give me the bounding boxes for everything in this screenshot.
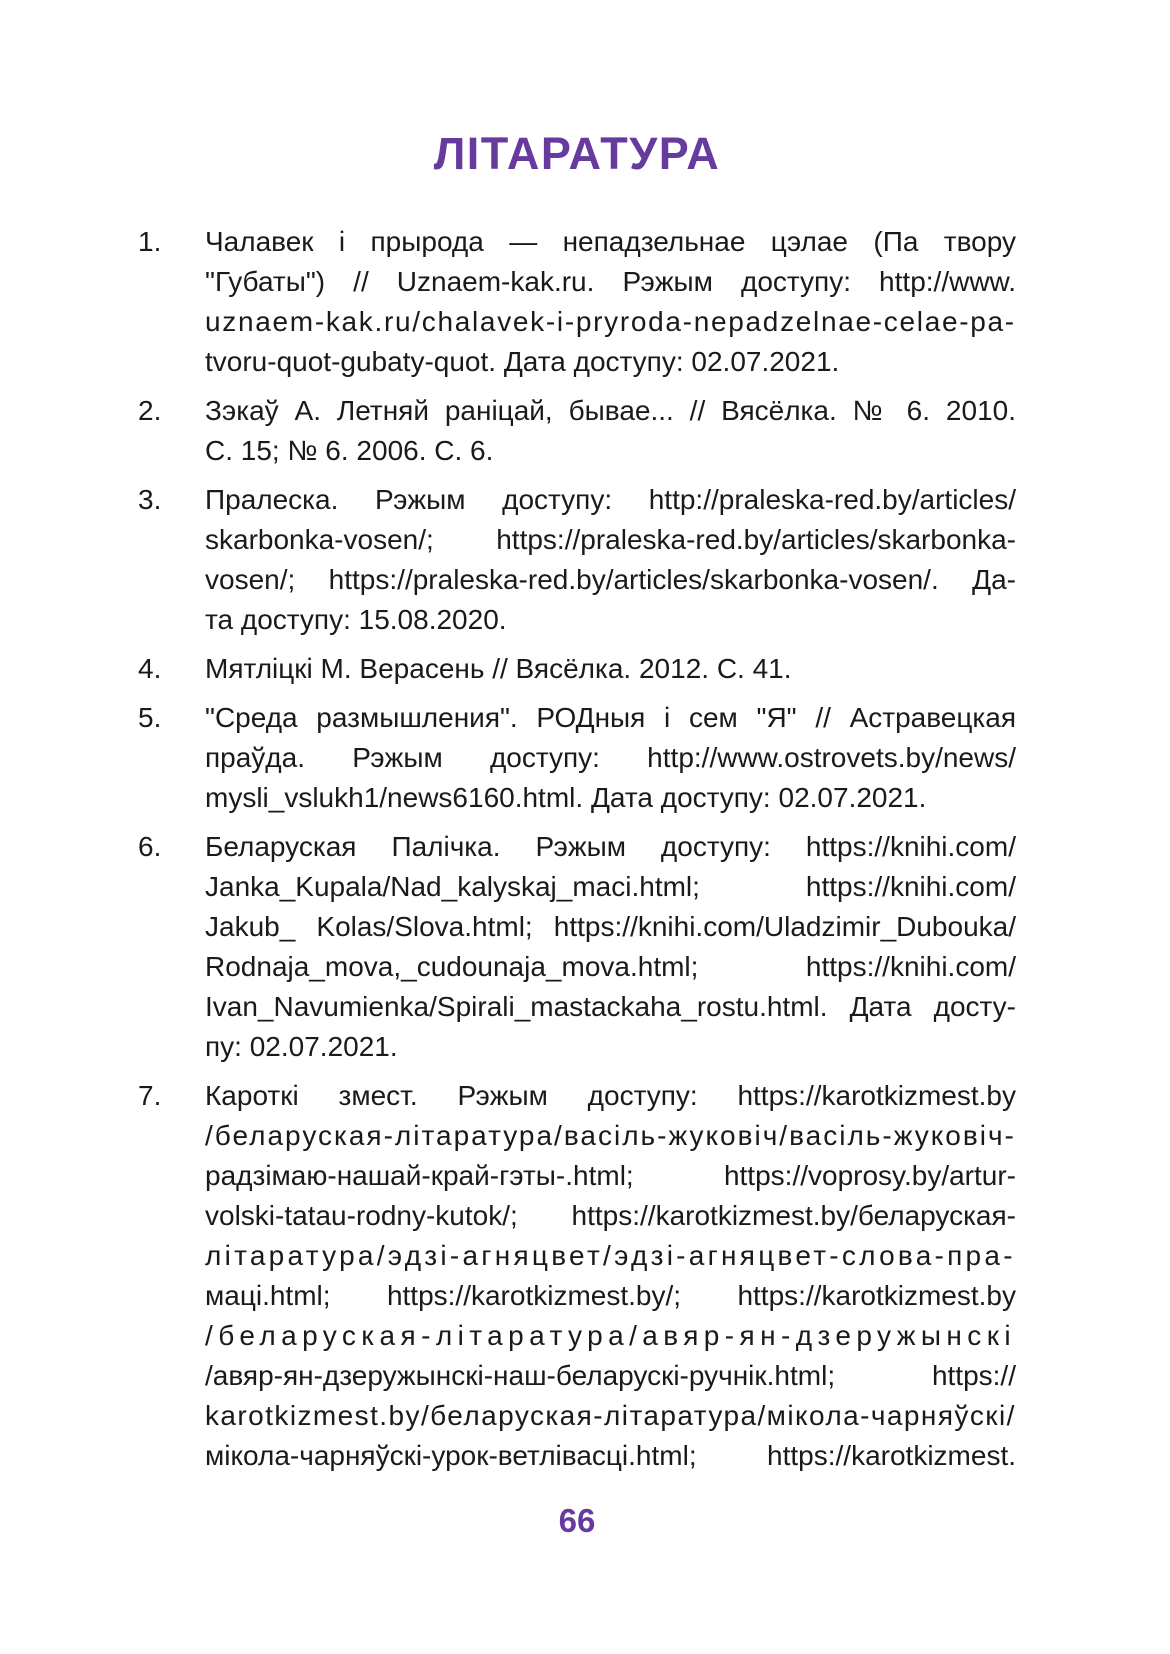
reference-line: радзімаю-нашай-край-гэты-.html; https://voprosy.by/artur-	[205, 1160, 1016, 1191]
page-number: 66	[558, 1502, 596, 1539]
reference-line: Пралеска. Рэжым доступу: http://praleska-red.by/articles/	[205, 484, 1016, 515]
reference-line: /беларуская-літаратура/авяр-ян-дзеружынскі	[205, 1320, 1016, 1351]
reference-line: Ivan_Navumienka/Spirali_mastackaha_rostu.html. Дата досту-	[205, 991, 1016, 1022]
reference-line: Беларуская Палічка. Рэжым доступу: https://knihi.com/	[205, 831, 1016, 862]
reference-item	[138, 698, 1016, 818]
reference-line: Мятліцкі М. Верасень // Вясёлка. 2012. С. 41.	[205, 653, 792, 684]
reference-line: літаратура/эдзі-агняцвет/эдзі-агняцвет-слова-пра-	[205, 1240, 1016, 1271]
reference-text	[205, 391, 1016, 471]
reference-text	[205, 827, 1016, 1067]
reference-line: мікола-чарняўскі-урок-ветлівасці.html; https://karotkizmest.	[205, 1440, 1016, 1471]
reference-line: Janka_Kupala/Nad_kalyskaj_maci.html; https://knihi.com/	[205, 871, 1016, 902]
reference-line: Rodnaja_mova,_cudounaja_mova.html; https://knihi.com/	[205, 951, 1016, 982]
reference-line: Кароткі змест. Рэжым доступу: https://karotkizmest.by	[205, 1080, 1016, 1111]
reference-line: С. 15; № 6. 2006. С. 6.	[205, 435, 494, 466]
reference-line: mysli_vslukh1/news6160.html. Дата доступу: 02.07.2021.	[205, 782, 927, 813]
reference-line: "Среда размышления". РОДныя і сем "Я" // Астравецкая	[205, 702, 1016, 733]
reference-line: маці.html; https://karotkizmest.by/; https://karotkizmest.by	[205, 1280, 1016, 1311]
reference-line: Jakub_ Kolas/Slova.html; https://knihi.com/Uladzimir_Dubouka/	[205, 911, 1016, 942]
reference-item	[138, 222, 1016, 382]
reference-line: /авяр-ян-дзеружынскі-наш-беларускі-ручнік.html; https://	[205, 1360, 1016, 1391]
reference-line: Зэкаў А. Летняй раніцай, бывае... // Вясёлка. № 6. 2010.	[205, 395, 1016, 426]
reference-line: skarbonka-vosen/; https://praleska-red.by/articles/skarbonka-	[205, 524, 1016, 555]
reference-line: karotkizmest.by/беларуская-літаратура/мікола-чарняўскі/	[205, 1400, 1016, 1431]
reference-item	[138, 827, 1016, 1067]
reference-line: uznaem-kak.ru/chalavek-i-pryroda-nepadzelnae-celae-pa-	[205, 306, 1016, 337]
reference-line: vosen/; https://praleska-red.by/articles/skarbonka-vosen/. Да-	[205, 564, 1016, 595]
reference-number: 5.	[138, 702, 162, 733]
reference-item	[138, 480, 1016, 640]
reference-text	[205, 698, 1016, 818]
reference-item	[138, 391, 1016, 471]
reference-item	[138, 649, 1016, 689]
reference-line: tvoru-quot-gubaty-quot. Дата доступу: 02.07.2021.	[205, 346, 840, 377]
reference-item	[138, 1076, 1016, 1476]
reference-number: 7.	[138, 1080, 162, 1111]
reference-number: 4.	[138, 653, 162, 684]
reference-line: /беларуская-літаратура/васіль-жуковіч/васіль-жуковіч-	[205, 1120, 1016, 1151]
reference-line: volski-tatau-rodny-kutok/; https://karotkizmest.by/беларуская-	[205, 1200, 1016, 1231]
reference-number: 1.	[138, 226, 162, 257]
reference-line: пу: 02.07.2021.	[205, 1031, 398, 1062]
reference-number: 2.	[138, 395, 162, 426]
reference-line: та доступу: 15.08.2020.	[205, 604, 507, 635]
reference-text	[205, 649, 1016, 689]
reference-text	[205, 480, 1016, 640]
reference-text	[205, 1076, 1016, 1476]
reference-number: 3.	[138, 484, 162, 515]
reference-list	[138, 222, 1016, 1476]
reference-number: 6.	[138, 831, 162, 862]
reference-text	[205, 222, 1016, 382]
reference-line: праўда. Рэжым доступу: http://www.ostrovets.by/news/	[205, 742, 1016, 773]
reference-line: Чалавек і прырода — непадзельнае цэлае (Па твору	[205, 226, 1016, 257]
reference-line: "Губаты") // Uznaem-kak.ru. Рэжым доступу: http://www.	[205, 266, 1016, 297]
page-title: ЛІТАРАТУРА	[433, 128, 721, 179]
